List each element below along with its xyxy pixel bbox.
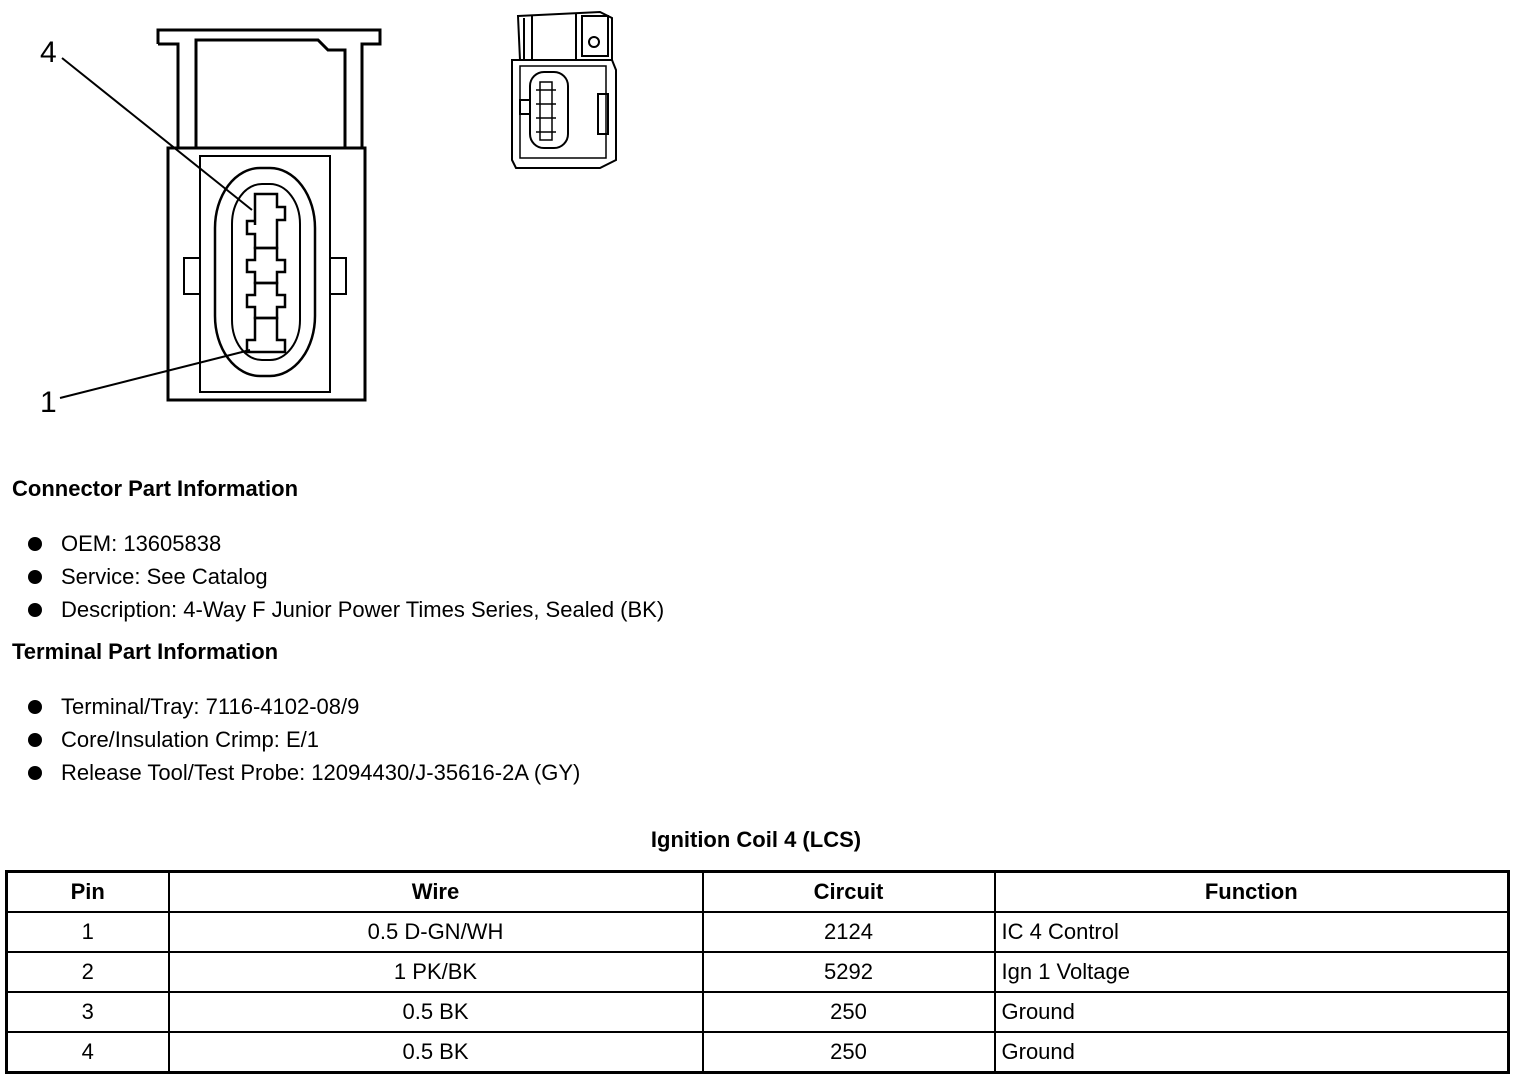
table-row <box>7 912 1509 952</box>
connector-info-list <box>28 527 664 626</box>
right-lock-tab <box>330 258 346 294</box>
left-lock-tab <box>184 258 200 294</box>
bullet-icon <box>28 537 42 551</box>
table-title: Ignition Coil 4 (LCS) <box>650 827 862 852</box>
cell-pin: 2 <box>7 952 169 992</box>
list-item: OEM: 13605838 <box>28 527 664 560</box>
connector-housing <box>168 148 365 400</box>
pin-4-label: 4 <box>40 36 57 69</box>
table-row <box>7 952 1509 992</box>
terminal-info-heading: Terminal Part Information <box>12 639 279 664</box>
table-header-row <box>7 872 1509 913</box>
terminal-cavity-3 <box>247 248 285 283</box>
table-row <box>7 992 1509 1032</box>
connector-diagram <box>0 0 1520 460</box>
pin-4-leader-line <box>62 58 252 210</box>
header-pin: Pin <box>7 872 169 913</box>
cell-function: Ign 1 Voltage <box>995 952 1509 992</box>
terminal-info-list <box>28 690 580 789</box>
terminal-cavity-1 <box>247 318 285 352</box>
bullet-icon <box>28 603 42 617</box>
cell-circuit: 5292 <box>703 952 995 992</box>
terminal-cavity-seal-inner <box>232 184 300 360</box>
terminal-cavity-4 <box>247 194 285 248</box>
cell-circuit: 250 <box>703 1032 995 1073</box>
cell-function: Ground <box>995 992 1509 1032</box>
list-item: Release Tool/Test Probe: 12094430/J-35616-2A (GY) <box>28 756 580 789</box>
bullet-icon <box>28 733 42 747</box>
connector-latch <box>158 30 380 148</box>
cell-pin: 1 <box>7 912 169 952</box>
cell-function: IC 4 Control <box>995 912 1509 952</box>
pin-1-leader-line <box>60 350 250 398</box>
terminal-cavity-2 <box>247 283 285 318</box>
pinout-table <box>5 870 1510 1074</box>
list-item: Service: See Catalog <box>28 560 664 593</box>
cell-wire: 0.5 BK <box>169 992 703 1032</box>
cell-circuit: 250 <box>703 992 995 1032</box>
cell-wire: 0.5 BK <box>169 1032 703 1073</box>
cell-function: Ground <box>995 1032 1509 1073</box>
header-wire: Wire <box>169 872 703 913</box>
list-item: Description: 4-Way F Junior Power Times Series, Sealed (BK) <box>28 593 664 626</box>
pin-1-label: 1 <box>40 386 57 419</box>
connector-face-view <box>60 30 380 400</box>
bullet-icon <box>28 766 42 780</box>
bullet-icon <box>28 570 42 584</box>
table-row <box>7 1032 1509 1073</box>
header-function: Function <box>995 872 1509 913</box>
list-item: Terminal/Tray: 7116-4102-08/9 <box>28 690 580 723</box>
cell-pin: 4 <box>7 1032 169 1073</box>
connector-perspective-view <box>512 12 616 168</box>
cell-pin: 3 <box>7 992 169 1032</box>
list-item: Core/Insulation Crimp: E/1 <box>28 723 580 756</box>
cell-circuit: 2124 <box>703 912 995 952</box>
connector-inner-frame <box>200 156 330 392</box>
connector-info-heading: Connector Part Information <box>12 476 299 501</box>
bullet-icon <box>28 700 42 714</box>
cell-wire: 0.5 D-GN/WH <box>169 912 703 952</box>
cell-wire: 1 PK/BK <box>169 952 703 992</box>
header-circuit: Circuit <box>703 872 995 913</box>
